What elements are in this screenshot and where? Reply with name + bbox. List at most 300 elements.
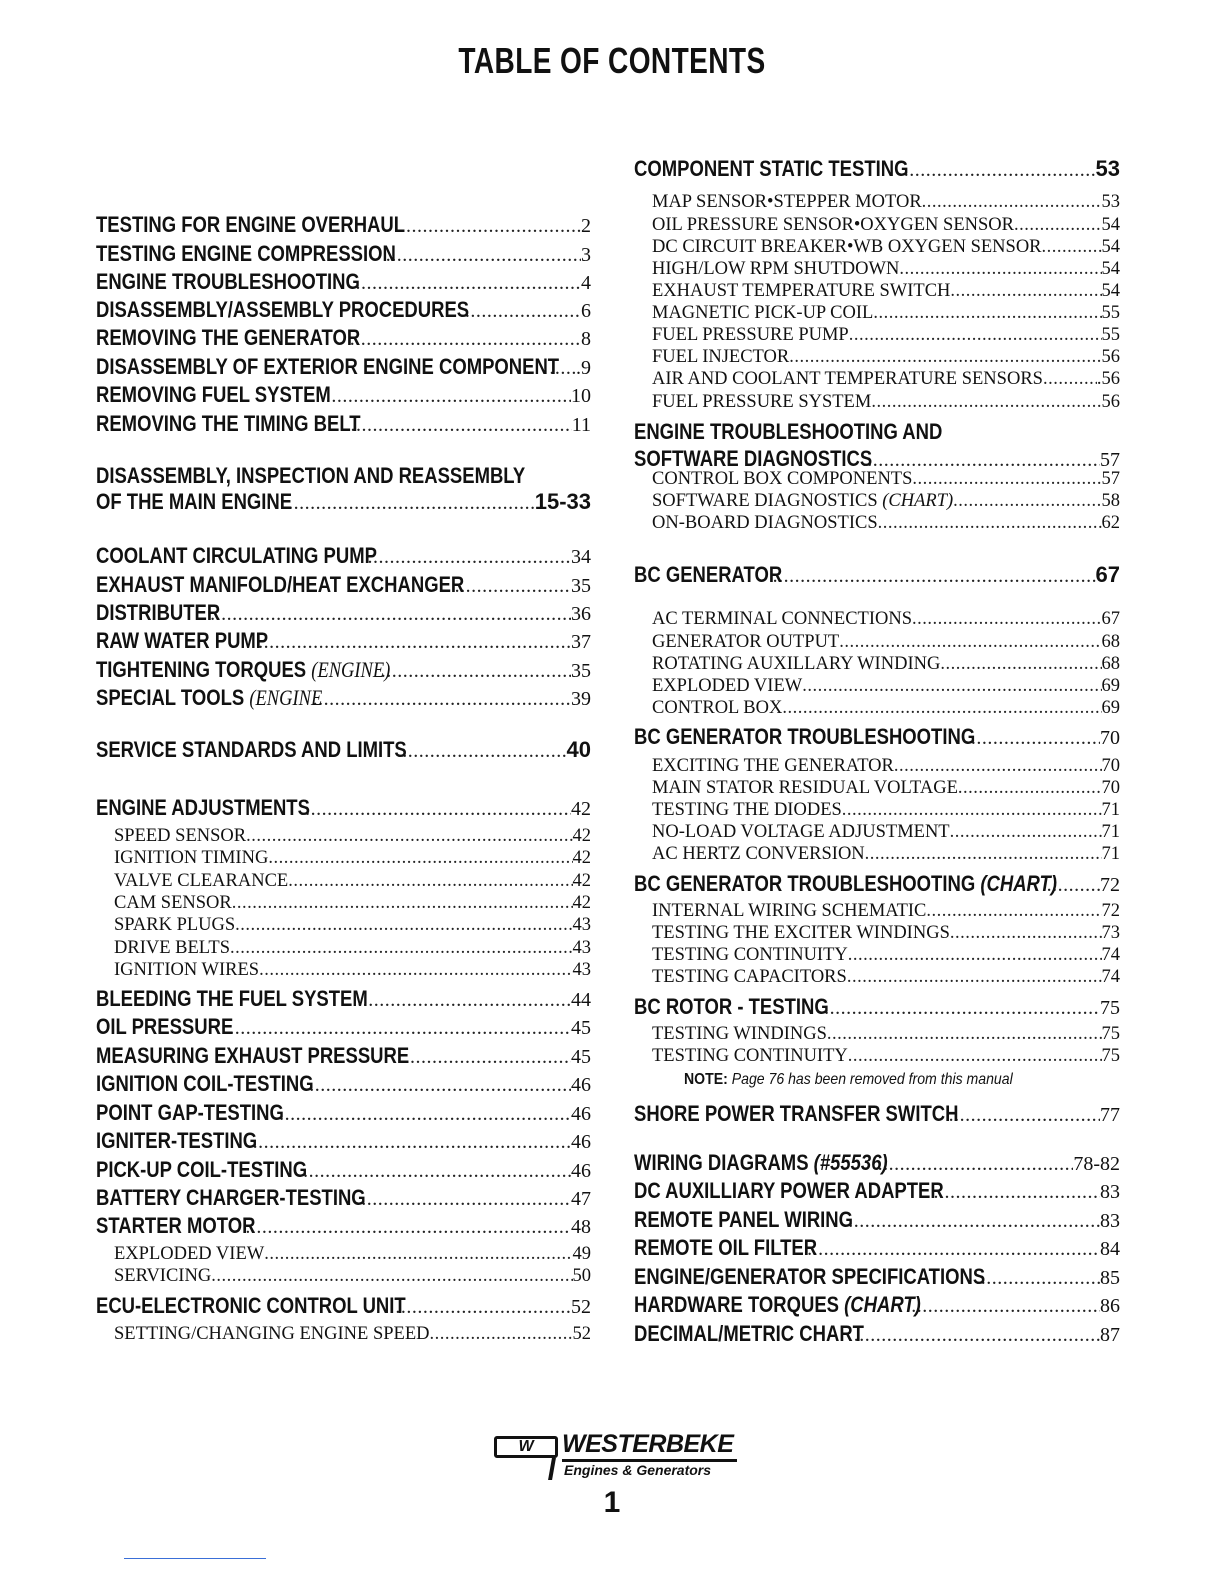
- toc-subentry: [634, 281, 1120, 302]
- dot-leader: [386, 244, 581, 267]
- toc-page-number: 52: [571, 1296, 591, 1318]
- dot-leader: [259, 960, 572, 981]
- toc-subentry: [634, 369, 1120, 390]
- toc-entry-title: ECU-ELECTRONIC CONTROL UNIT: [96, 1293, 406, 1318]
- toc-subentry: [634, 632, 1120, 653]
- toc-entry: [634, 1101, 1120, 1127]
- toc-entry-title: TESTING WINDINGS: [652, 1024, 827, 1044]
- toc-entry: [96, 600, 591, 626]
- dot-leader: [304, 1074, 571, 1097]
- toc-entry: [96, 1128, 591, 1154]
- toc-entry-label: [652, 632, 839, 653]
- toc-entry-label: [634, 562, 782, 588]
- toc-subentry: [634, 822, 1120, 843]
- toc-entry: [634, 156, 1120, 182]
- toc-entry-label: [652, 654, 940, 675]
- toc-heading: ENGINE TROUBLESHOOTING AND: [634, 419, 943, 444]
- dot-leader: [827, 1024, 1102, 1045]
- toc-page-number: 42: [572, 893, 591, 913]
- toc-entry-title: WIRING DIAGRAMS: [634, 1150, 809, 1175]
- toc-entry-title: SERVICE STANDARDS AND LIMITS: [96, 737, 407, 762]
- toc-entry-title: IGNITION TIMING: [114, 848, 269, 868]
- toc-page-number: 70: [1100, 727, 1120, 749]
- dot-leader: [848, 1046, 1102, 1067]
- toc-page-number: 58: [1101, 491, 1120, 511]
- toc-entry-label: [652, 491, 953, 512]
- toc-entry: [634, 1235, 1120, 1261]
- toc-page-number: 75: [1101, 1024, 1120, 1044]
- toc-page-number: 40: [566, 737, 591, 762]
- toc-page-number: 78-82: [1073, 1153, 1120, 1175]
- dot-leader: [854, 1324, 1100, 1347]
- toc-entry: [634, 1178, 1120, 1204]
- toc-subentry: [634, 513, 1120, 534]
- page-number: 1: [603, 1486, 621, 1519]
- toc-page-number: 35: [571, 660, 591, 682]
- toc-page-number: 52: [572, 1324, 591, 1344]
- toc-entry-title: GENERATOR OUTPUT: [652, 632, 840, 652]
- toc-page-number: .56: [1096, 369, 1120, 389]
- toc-entry-title: SOFTWARE DIAGNOSTICS: [652, 491, 878, 511]
- toc-entry-title: CONTROL BOX COMPONENTS: [652, 469, 913, 489]
- toc-subentry: [96, 938, 591, 959]
- westerbeke-logo: [494, 1430, 754, 1480]
- toc-entry-label: [652, 676, 802, 697]
- toc-entry-title: IGNITER-TESTING: [96, 1128, 258, 1153]
- toc-entry-title: TESTING THE EXCITER WINDINGS: [652, 923, 950, 943]
- toc-entry-label: [96, 1213, 255, 1239]
- toc-page-number: 53: [1095, 156, 1120, 181]
- toc-page-number: 43: [572, 960, 591, 980]
- toc-subentry: [634, 259, 1120, 280]
- toc-entry-title: ENGINE ADJUSTMENTS: [96, 795, 310, 820]
- toc-entry-title: PICK-UP COIL-TESTING: [96, 1157, 308, 1182]
- toc-subentry: [634, 392, 1120, 413]
- toc-entry-title: TIGHTENING TORQUES: [96, 657, 307, 682]
- dot-leader: [350, 272, 581, 295]
- toc-entry-title: DISTRIBUTER: [96, 600, 221, 625]
- divider: [124, 1558, 266, 1559]
- toc-page-number: 2: [581, 215, 591, 237]
- toc-entry-label: [652, 1024, 827, 1045]
- toc-entry-title: TESTING CONTINUITY: [652, 945, 848, 965]
- toc-entry: [634, 562, 1120, 588]
- toc-entry: [96, 241, 591, 267]
- toc-entry-title: BLEEDING THE FUEL SYSTEM: [96, 986, 368, 1011]
- toc-page-number: 50: [572, 1266, 591, 1286]
- dot-leader: [873, 303, 1101, 324]
- toc-note: [684, 1071, 1013, 1089]
- toc-entry-title: VALVE CLEARANCE: [114, 871, 289, 891]
- toc-entry-title: SPECIAL TOOLS: [96, 685, 245, 710]
- dot-leader: [356, 1188, 571, 1211]
- toc-page-number: 54: [1101, 237, 1120, 257]
- toc-entry-title: TESTING CONTINUITY: [652, 1046, 848, 1066]
- toc-entry-title: FUEL PRESSURE SYSTEM: [652, 392, 872, 412]
- toc-subentry: [634, 800, 1120, 821]
- toc-page-number: 15-33: [534, 489, 591, 514]
- toc-entry: [96, 1071, 591, 1097]
- dot-leader: [258, 631, 571, 654]
- toc-page-number: 56: [1101, 347, 1120, 367]
- toc-page-number: 4: [581, 272, 591, 294]
- toc-entry-title: EXPLODED VIEW: [114, 1244, 265, 1264]
- toc-entry-label: [96, 241, 396, 267]
- toc-entry: [96, 489, 591, 515]
- toc-page-number: 54: [1101, 215, 1120, 235]
- toc-subentry: [634, 237, 1120, 258]
- toc-subentry: [634, 303, 1120, 324]
- dot-leader: [912, 469, 1101, 490]
- toc-entry: [96, 986, 591, 1012]
- toc-entry-title: AC TERMINAL CONNECTIONS: [652, 609, 913, 629]
- toc-entry-title: BC ROTOR - TESTING: [634, 994, 829, 1019]
- toc-entry-title: POINT GAP-TESTING: [96, 1100, 284, 1125]
- toc-entry-title: SOFTWARE DIAGNOSTICS: [634, 446, 873, 471]
- toc-entry-label: [634, 1292, 921, 1318]
- dot-leader: [782, 698, 1101, 719]
- toc-entry-label: [96, 737, 407, 763]
- dot-leader: [395, 1296, 571, 1319]
- toc-entry-label: [652, 923, 950, 944]
- toc-page-number: 48: [571, 1216, 591, 1238]
- toc-entry: [96, 325, 591, 351]
- dot-leader: [802, 676, 1101, 697]
- toc-entry: [96, 628, 591, 654]
- toc-entry-title: SETTING/CHANGING ENGINE SPEED: [114, 1324, 430, 1344]
- dot-leader: [1043, 369, 1097, 390]
- toc-page-number: 47: [571, 1188, 591, 1210]
- dot-leader: [357, 989, 571, 1012]
- toc-entry-title: REMOVING FUEL SYSTEM: [96, 382, 331, 407]
- toc-subentry: [634, 491, 1120, 512]
- toc-subentry: [634, 676, 1120, 697]
- toc-entry-label: [96, 411, 361, 437]
- toc-entry-label: [96, 212, 405, 238]
- dot-leader: [210, 603, 571, 626]
- toc-entry-label: [652, 259, 899, 280]
- toc-entry-title: TESTING THE DIODES: [652, 800, 842, 820]
- toc-page-number: 75: [1100, 997, 1120, 1019]
- toc-entry: [634, 994, 1120, 1020]
- dot-leader: [1042, 237, 1102, 258]
- toc-page-number: 46: [571, 1074, 591, 1096]
- toc-entry-title: DISASSEMBLY/ASSEMBLY PROCEDURES: [96, 297, 470, 322]
- toc-entry-title: REMOTE PANEL WIRING: [634, 1207, 854, 1232]
- toc-entry: [96, 382, 591, 408]
- toc-entry-title: AIR AND COOLANT TEMPERATURE SENSORS: [652, 369, 1043, 389]
- toc-subentry: [634, 698, 1120, 719]
- toc-subentry: [634, 945, 1120, 966]
- dot-leader: [807, 1238, 1100, 1261]
- toc-page-number: 85: [1100, 1267, 1120, 1289]
- logo-tagline: Engines & Generators: [564, 1462, 712, 1478]
- toc-entry-label: [96, 1014, 233, 1040]
- dot-leader: [211, 1266, 572, 1287]
- toc-entry-title: MAP SENSOR•STEPPER MOTOR: [652, 192, 922, 212]
- dot-leader: [871, 392, 1101, 413]
- toc-page-number: 86: [1100, 1295, 1120, 1317]
- dot-leader: [933, 1181, 1100, 1204]
- toc-entry-label: [652, 369, 1043, 390]
- toc-page-number: 74: [1101, 945, 1120, 965]
- toc-page-number: 83: [1100, 1181, 1120, 1203]
- toc-entry-label: [96, 1157, 307, 1183]
- toc-page-number: 46: [571, 1160, 591, 1182]
- toc-entry: [96, 1185, 591, 1211]
- toc-entry-label: [634, 994, 829, 1020]
- toc-page-number: 39: [571, 688, 591, 710]
- dot-leader: [958, 778, 1102, 799]
- toc-page-number: 67: [1095, 562, 1120, 587]
- toc-page-number: 71: [1101, 800, 1120, 820]
- toc-entry-title: SHORE POWER TRANSFER SWITCH: [634, 1101, 959, 1126]
- toc-entry-qualifier: (ENGINE: [249, 685, 323, 710]
- dot-leader: [367, 546, 571, 569]
- toc-page-number: 34: [571, 546, 591, 568]
- toc-entry-title: REMOTE OIL FILTER: [634, 1235, 818, 1260]
- toc-subentry: [634, 1024, 1120, 1045]
- toc-entry-title: RAW WATER PUMP: [96, 628, 269, 653]
- toc-subentry: [96, 960, 591, 981]
- toc-entry-title: HIGH/LOW RPM SHUTDOWN: [652, 259, 900, 279]
- toc-entry-label: [96, 489, 292, 515]
- dot-leader: [842, 800, 1102, 821]
- toc-entry-title: EXCITING THE GENERATOR: [652, 756, 894, 776]
- toc-entry-label: [114, 848, 268, 869]
- toc-subentry: [634, 923, 1120, 944]
- toc-entry-title: ENGINE/GENERATOR SPECIFICATIONS: [634, 1264, 986, 1289]
- toc-page-number: 42: [572, 826, 591, 846]
- toc-subentry: [634, 654, 1120, 675]
- toc-page-number: 3: [581, 244, 591, 266]
- toc-entry-label: [96, 1293, 406, 1319]
- toc-page-number: 57: [1101, 469, 1120, 489]
- toc-entry-title: BATTERY CHARGER-TESTING: [96, 1185, 366, 1210]
- toc-entry-label: [96, 269, 360, 295]
- toc-entry: [634, 1150, 1120, 1176]
- toc-entry-label: [114, 893, 232, 914]
- dot-leader: [1014, 215, 1102, 236]
- toc-page-number: 75: [1101, 1046, 1120, 1066]
- toc-entry-label: [634, 1101, 958, 1127]
- toc-entry-label: [96, 1185, 366, 1211]
- dot-leader: [245, 1216, 571, 1239]
- dot-leader: [894, 756, 1102, 777]
- dot-leader: [950, 822, 1102, 843]
- dot-leader: [381, 660, 571, 683]
- toc-entry: [634, 724, 1120, 750]
- toc-entry-label: [96, 297, 469, 323]
- toc-entry-label: [634, 1321, 864, 1347]
- toc-entry: [96, 657, 591, 683]
- toc-entry-title: STARTER MOTOR: [96, 1213, 256, 1238]
- toc-entry: [96, 269, 591, 295]
- toc-entry-label: [634, 1264, 985, 1290]
- dot-leader: [264, 1244, 572, 1265]
- toc-entry-title: BC GENERATOR: [634, 562, 783, 587]
- toc-entry-label: [652, 609, 912, 630]
- toc-subentry: [96, 1266, 591, 1287]
- dot-leader: [926, 901, 1101, 922]
- toc-page-number: 70: [1101, 778, 1120, 798]
- toc-entry-label: [652, 822, 950, 843]
- toc-subentry: [634, 844, 1120, 865]
- toc-entry: [96, 1014, 591, 1040]
- toc-entry-title: IGNITION COIL-TESTING: [96, 1071, 314, 1096]
- toc-entry-label: [652, 325, 849, 346]
- dot-leader: [283, 492, 535, 515]
- toc-entry-label: [652, 778, 958, 799]
- toc-page-number: 10: [571, 385, 591, 407]
- toc-entry-label: [652, 469, 912, 490]
- toc-entry-label: [652, 1046, 848, 1067]
- toc-page-number: 57: [1100, 449, 1120, 471]
- dot-leader: [975, 1267, 1100, 1290]
- toc-entry-label: [652, 698, 782, 719]
- toc-subentry: [634, 469, 1120, 490]
- toc-entry-label: [96, 354, 559, 380]
- toc-entry-qualifier: (ENGINE): [311, 657, 391, 682]
- toc-entry: [96, 1100, 591, 1126]
- toc-entry-title: BC GENERATOR TROUBLESHOOTING: [634, 871, 976, 896]
- dot-leader: [922, 192, 1102, 213]
- toc-entry-label: [96, 685, 322, 711]
- toc-entry-label: [652, 800, 842, 821]
- dot-leader: [397, 740, 567, 763]
- toc-entry-title: COOLANT CIRCULATING PUMP: [96, 543, 377, 568]
- toc-page-number: 72: [1101, 901, 1120, 921]
- toc-subentry: [96, 871, 591, 892]
- dot-leader: [839, 632, 1101, 653]
- toc-page-number: 83: [1100, 1210, 1120, 1232]
- dot-leader: [911, 1295, 1100, 1318]
- dot-leader: [350, 328, 581, 351]
- toc-entry-label: [96, 1128, 257, 1154]
- dot-leader: [232, 893, 573, 914]
- toc-entry-title: MAIN STATOR RESIDUAL VOLTAGE: [652, 778, 958, 798]
- dot-leader: [912, 609, 1101, 630]
- toc-page-number: 72: [1100, 874, 1120, 896]
- toc-entry-label: [652, 901, 926, 922]
- toc-page-number: 49: [572, 1244, 591, 1264]
- toc-entry-title: DC CIRCUIT BREAKER•WB OXYGEN SENSOR: [652, 237, 1042, 257]
- toc-entry-title: FUEL INJECTOR: [652, 347, 790, 367]
- toc-entry-title: DC AUXILLIARY POWER ADAPTER: [634, 1178, 944, 1203]
- toc-entry-label: [96, 986, 368, 1012]
- toc-entry-title: EXPLODED VIEW: [652, 676, 803, 696]
- toc-entry: [96, 212, 591, 238]
- toc-entry: [634, 1321, 1120, 1347]
- toc-entry-label: [96, 1043, 409, 1069]
- toc-subentry: [634, 347, 1120, 368]
- toc-entry: [96, 297, 591, 323]
- toc-entry-title: COMPONENT STATIC TESTING: [634, 156, 909, 181]
- toc-entry-label: [634, 1178, 944, 1204]
- toc-entry-label: [652, 513, 878, 534]
- toc-entry-qualifier: (#55536): [813, 1150, 888, 1175]
- dot-leader: [320, 385, 571, 408]
- toc-subentry: [96, 848, 591, 869]
- toc-page-number: 68: [1101, 654, 1120, 674]
- toc-page-number: 53: [1101, 192, 1120, 212]
- toc-entry: [96, 1043, 591, 1069]
- toc-entry: [96, 354, 591, 380]
- toc-entry-title: ON-BOARD DIAGNOSTICS: [652, 513, 878, 533]
- toc-entry-title: TESTING CAPACITORS: [652, 967, 847, 987]
- toc-entry: [96, 1213, 591, 1239]
- toc-entry-title: OIL PRESSURE: [96, 1014, 234, 1039]
- dot-leader: [455, 575, 571, 598]
- dot-leader: [235, 915, 572, 936]
- toc-page-number: 43: [572, 915, 591, 935]
- toc-entry-label: [96, 600, 220, 626]
- toc-entry: [634, 1292, 1120, 1318]
- toc-page-number: 43: [572, 938, 591, 958]
- toc-entry-label: [96, 1071, 314, 1097]
- toc-page-number: 42: [572, 871, 591, 891]
- toc-page-number: 42: [571, 798, 591, 820]
- toc-entry-label: [652, 392, 871, 413]
- dot-leader: [950, 923, 1102, 944]
- toc-entry-title: ROTATING AUXILLARY WINDING: [652, 654, 941, 674]
- toc-page-number: 62: [1101, 513, 1120, 533]
- toc-page-number: 54: [1101, 281, 1120, 301]
- toc-page-number: .9: [576, 357, 591, 379]
- toc-subentry: [96, 1244, 591, 1265]
- toc-entry: [96, 543, 591, 569]
- dot-leader: [298, 1160, 571, 1183]
- toc-entry-label: [652, 967, 847, 988]
- toc-page-number: 69: [1101, 698, 1120, 718]
- toc-entry-label: [634, 156, 908, 182]
- dot-leader: [847, 967, 1102, 988]
- toc-entry-label: [114, 1266, 211, 1287]
- toc-page-number: 56: [1101, 392, 1120, 412]
- toc-entry: [634, 871, 1120, 897]
- logo-mark-icon: W: [494, 1436, 558, 1458]
- toc-entry-label: [634, 1150, 888, 1176]
- dot-leader: [898, 159, 1095, 182]
- dot-leader: [899, 259, 1101, 280]
- toc-subentry: [634, 1046, 1120, 1067]
- dot-leader: [274, 1103, 571, 1126]
- toc-page-number: 37: [571, 631, 591, 653]
- toc-entry-label: [634, 1207, 853, 1233]
- toc-entry-title: MEASURING EXHAUST PRESSURE: [96, 1043, 410, 1068]
- toc-entry: [634, 1264, 1120, 1290]
- toc-subentry: [634, 901, 1120, 922]
- dot-leader: [789, 347, 1101, 368]
- toc-entry: [96, 1293, 591, 1319]
- toc-subentry: [634, 967, 1120, 988]
- toc-entry-title: REMOVING THE TIMING BELT: [96, 411, 361, 436]
- toc-page-number: 67: [1101, 609, 1120, 629]
- toc-entry-label: [96, 382, 331, 408]
- toc-page-number: 73: [1101, 923, 1120, 943]
- toc-entry-label: [96, 325, 360, 351]
- toc-entry-label: [114, 938, 230, 959]
- dot-leader: [843, 1210, 1100, 1233]
- toc-entry-label: [652, 303, 873, 324]
- dot-leader: [949, 1104, 1100, 1127]
- dot-leader: [459, 300, 581, 323]
- toc-entry-title: OIL PRESSURE SENSOR•OXYGEN SENSOR: [652, 215, 1014, 235]
- toc-subentry: [634, 609, 1120, 630]
- toc-entry-title: FUEL PRESSURE PUMP: [652, 325, 849, 345]
- toc-page-number: 55: [1101, 325, 1120, 345]
- toc-entry-label: [96, 543, 377, 569]
